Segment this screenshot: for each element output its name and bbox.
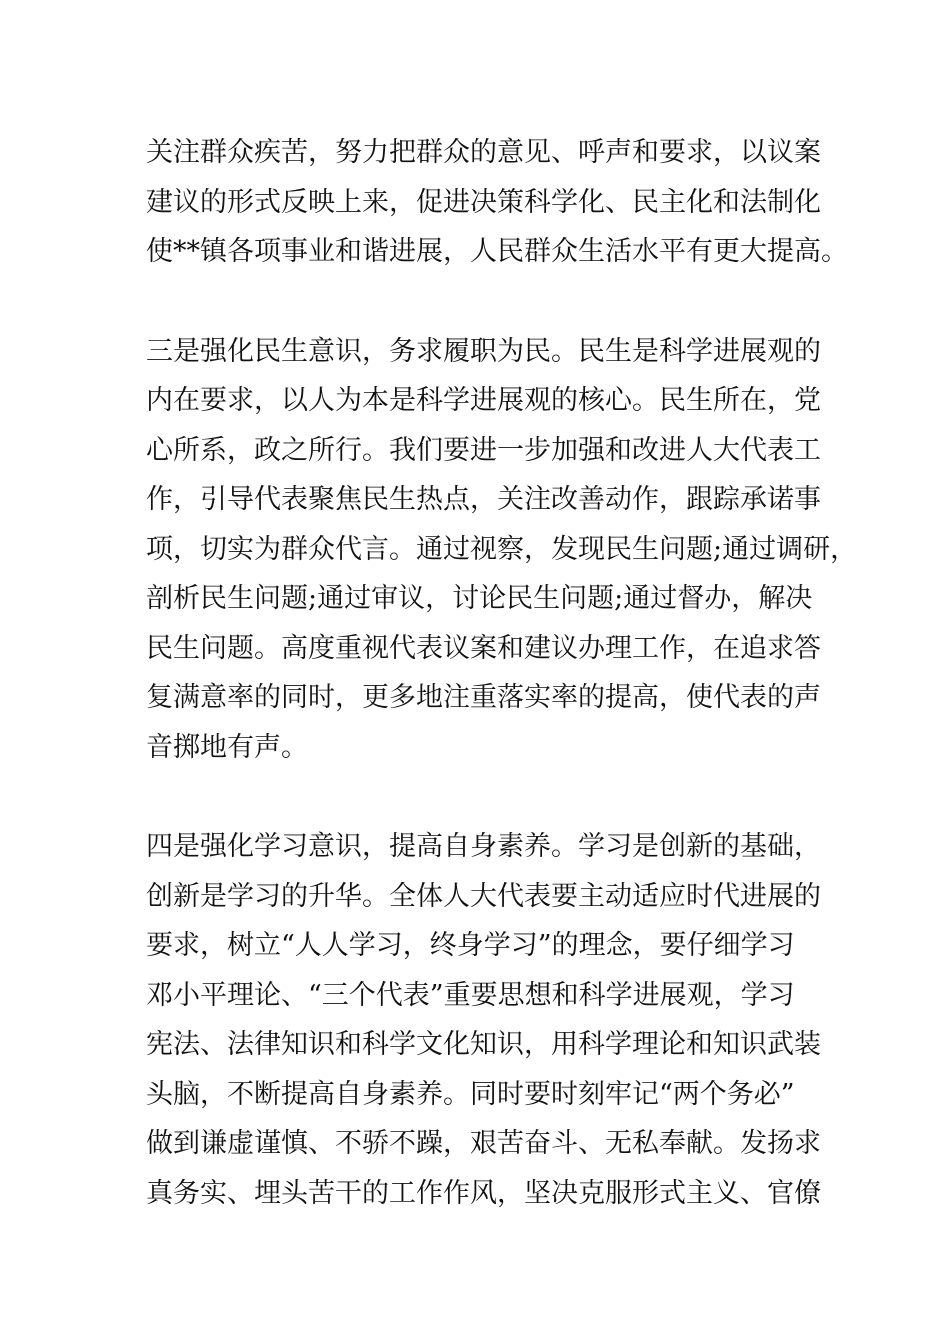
document-body: [146, 128, 858, 1218]
text-line: 项，切实为群众代言。通过视察，发现民生问题;通过调研，: [146, 533, 858, 565]
text-line: 宪法、法律知识和科学文化知识，用科学理论和知识武装: [146, 1029, 821, 1060]
text-line: 心所系，政之所行。我们要进一步加强和改进人大代表工: [146, 434, 821, 466]
text-line: 音掷地有声。: [146, 731, 308, 763]
paragraph-3: [146, 822, 846, 1218]
text-line: 复满意率的同时，更多地注重落实率的提高，使代表的声: [146, 682, 821, 713]
text-line: 民生问题。高度重视代表议案和建议办理工作，在追求答: [146, 632, 821, 664]
text-line: 建议的形式反映上来，促进决策科学化、民主化和法制化: [146, 186, 821, 218]
text-line: 作，引导代表聚焦民生热点，关注改善动作，跟踪承诺事: [146, 484, 821, 515]
text-line: 关注群众疾苦，努力把群众的意见、呼声和要求，以议案: [146, 137, 821, 168]
text-line: 邓小平理论、“三个代表”重要思想和科学进展观，学习: [146, 979, 795, 1011]
text-line: 内在要求，以人为本是科学进展观的核心。民生所在，党: [146, 385, 821, 416]
text-line: 四是强化学习意识，提高自身素养。学习是创新的基础，: [146, 831, 821, 862]
paragraph-2: [146, 327, 858, 773]
text-line: 使**镇各项事业和谐进展，人民群众生活水平有更大提高。: [146, 236, 848, 267]
text-line: 头脑，不断提高自身素养。同时要时刻牢记“两个务必”: [146, 1078, 795, 1110]
paragraph-gap: [146, 772, 846, 822]
text-line: 做到谦虚谨慎、不骄不躁，艰苦奋斗、无私奉献。发扬求: [146, 1128, 821, 1159]
text-line: 三是强化民生意识，务求履职为民。民生是科学进展观的: [146, 335, 821, 367]
paragraph-1: [146, 128, 846, 277]
text-line: 真务实、埋头苦干的工作作风，坚决克服形式主义、官僚: [146, 1177, 821, 1209]
text-line: 创新是学习的升华。全体人大代表要主动适应时代进展的: [146, 880, 821, 912]
text-line: 要求，树立“人人学习，终身学习”的理念，要仔细学习: [146, 930, 795, 961]
text-line: 剖析民生问题;通过审议，讨论民生问题;通过督办，解决: [146, 583, 813, 614]
paragraph-gap: [146, 277, 846, 327]
